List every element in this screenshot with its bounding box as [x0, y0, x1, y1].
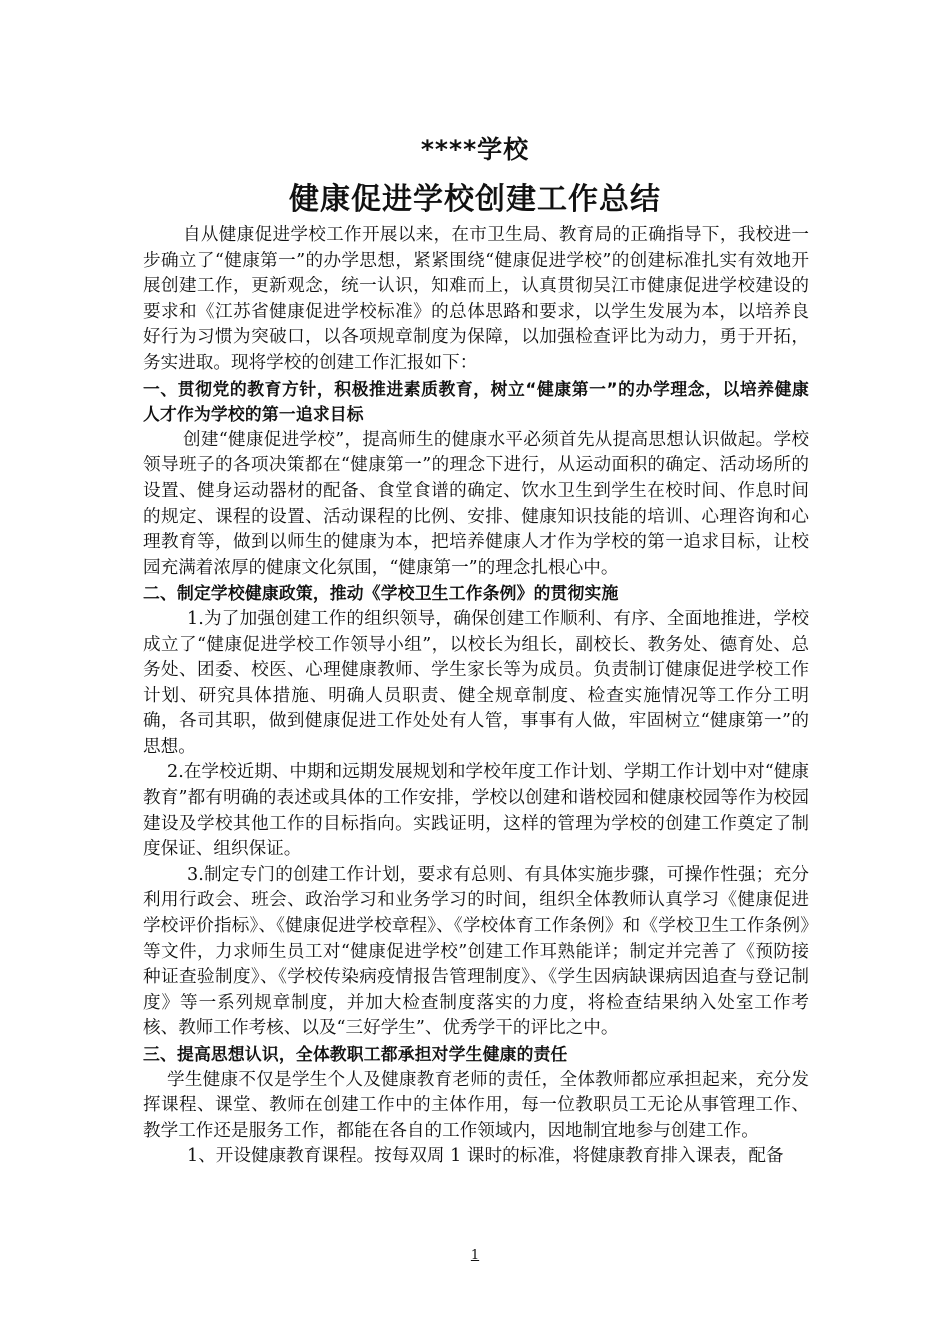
- section-3-paragraph: 学生健康不仅是学生个人及健康教育老师的责任，全体教师都应承担起来，充分发挥课程、课堂、教师在创建工作中的主体作用，每一位教职员工无论从事管理工作、教学工作还是服务工作，都能在各自的工作领域内，因地制宜地参与创建工作。: [143, 1069, 809, 1141]
- section-3-item-1: 1、开设健康教育课程。按每双周 1 课时的标准，将健康教育排入课表，配备: [187, 1146, 784, 1167]
- page-footer: [0, 1246, 950, 1266]
- school-name: ****学校: [420, 135, 530, 164]
- document-body: [143, 223, 809, 1170]
- page-number: 1: [470, 1248, 480, 1263]
- section-heading-1: 一、贯彻党的教育方针，积极推进素质教育，树立“健康第一”的办学理念，以培养健康人才作为学校的第一追求目标: [143, 378, 809, 425]
- section-heading-3: 三、提高思想认识，全体教职工都承担对学生健康的责任: [143, 1044, 568, 1064]
- document-title: 健康促进学校创建工作总结: [289, 182, 661, 217]
- section-2-item-1: 1.为了加强创建工作的组织领导，确保创建工作顺利、有序、全面地推进，学校成立了“健康促进学校工作领导小组”，以校长为组长，副校长、教务处、德育处、总务处、团委、校医、心理健康教师、学生家长等为成员。负责制订健康促进学校工作计划、研究具体措施、明确人员职责、健全规章制度、检查实施情况等工作分工明确，各司其职，做到健康促进工作处处有人管，事事有人做，牢固树立“健康第一”的思想。: [143, 608, 809, 757]
- section-2-item-2: 2.在学校近期、中期和远期发展规划和学校年度工作计划、学期工作计划中对“健康教育”都有明确的表述或具体的工作安排，学校以创建和谐校园和健康校园等作为校园建设及学校其他工作的目标指向。实践证明，这样的管理为学校的创建工作奠定了制度保证、组织保证。: [143, 762, 809, 860]
- section-1-paragraph: 创建“健康促进学校”，提高师生的健康水平必须首先从提高思想认识做起。学校领导班子的各项决策都在“健康第一”的理念下进行，从运动面积的确定、活动场所的设置、健身运动器材的配备、食堂食谱的确定、饮水卫生到学生在校时间、作息时间的规定、课程的设置、活动课程的比例、安排、健康知识技能的培训、心理咨询和心理教育等，做到以师生的健康为本，把培养健康人才作为学校的第一追求目标，让校园充满着浓厚的健康文化氛围，“健康第一”的理念扎根心中。: [143, 429, 809, 578]
- section-heading-2: 二、制定学校健康政策，推动《学校卫生工作条例》的贯彻实施: [143, 583, 619, 604]
- intro-paragraph: 自从健康促进学校工作开展以来，在市卫生局、教育局的正确指导下，我校进一步确立了“健康第一”的办学思想，紧紧围绕“健康促进学校”的创建标准扎实有效地开展创建工作，更新观念，统一认识，知难而上，认真贯彻吴江市健康促进学校建设的要求和《江苏省健康促进学校标准》的总体思路和要求，以学生发展为本，以培养良好行为习惯为突破口，以各项规章制度为保障，以加强检查评比为动力，勇于开拓，务实进取。现将学校的创建工作汇报如下：: [143, 225, 809, 373]
- section-2-item-3: 3.制定专门的创建工作计划，要求有总则、有具体实施步骤，可操作性强；充分利用行政会、班会、政治学习和业务学习的时间，组织全体教师认真学习《健康促进学校评价指标》、《健康促进学校章程》、《学校体育工作条例》和《学校卫生工作条例》等文件，力求师生员工对“健康促进学校”创建工作耳熟能详；制定并完善了《预防接种证查验制度》、《学校传染病疫情报告管理制度》、《学生因病缺课病因追查与登记制度》等一系列规章制度，并加大检查制度落实的力度，将检查结果纳入处室工作考核、教师工作考核、以及“三好学生”、优秀学干的评比之中。: [143, 864, 809, 1039]
